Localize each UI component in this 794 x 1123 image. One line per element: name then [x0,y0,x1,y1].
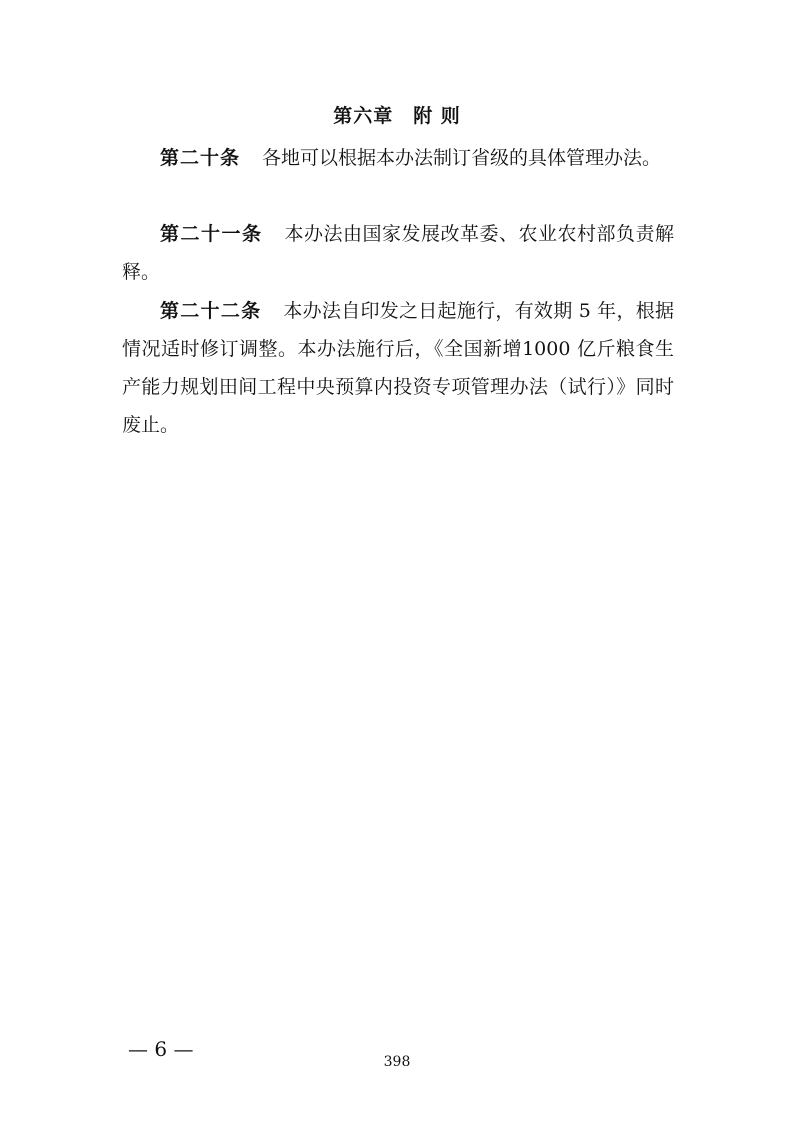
article-20-number: 第二十条 [160,147,241,169]
page-number: — 6 — [128,1037,194,1061]
chapter-title: 第六章 附 则 [333,105,461,127]
article-21 [122,215,674,291]
article-20 [122,139,674,177]
folio-number: 398 [383,1054,411,1070]
article-22-text: 本办法自印发之日起施行，有效期 5 年，根据情况适时修订调整。本办法施行后，《全国新增1000 亿斤粮食生产能力规划田间工程中央预算内投资专项管理办法（试行）》同时废止。 [122,300,674,436]
article-22-number: 第二十二条 [160,300,262,322]
article-21-text: 本办法由国家发展改革委、农业农村部负责解释。 [122,223,674,283]
article-21-number: 第二十一条 [160,223,263,245]
article-20-text: 各地可以根据本办法制订省级的具体管理办法。 [262,147,662,169]
article-22 [122,292,674,444]
